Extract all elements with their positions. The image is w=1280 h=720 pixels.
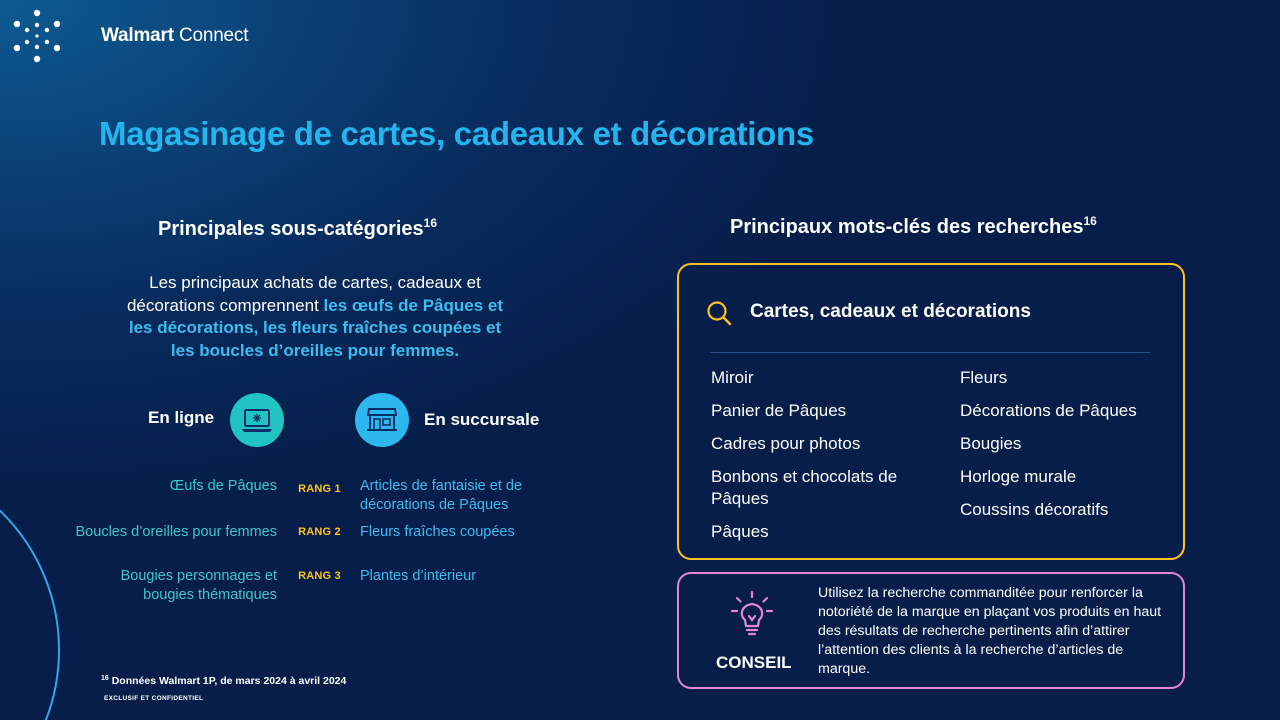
- tip-label: CONSEIL: [716, 653, 792, 672]
- brand-name: Walmart Connect: [101, 25, 249, 46]
- tip-text: Utilisez la recherche commanditée pour renforcer la notoriété de la marque en plaçant vos produits en haut des résultats de recherche pertinents afin d’attirer l’attention des clients à la recherche d’articles de marque.: [818, 585, 1162, 677]
- keywords-heading: Principaux mots-clés des recherches$^{16}$: [730, 214, 1097, 238]
- rank-store-item: Plantes d’intérieur: [360, 568, 477, 584]
- laptop-icon: [230, 393, 284, 447]
- rank-online-item: Bougies personnages et bougies thématiques: [120, 568, 277, 603]
- subcategories-heading: Principales sous-catégories$^{16}$: [158, 216, 438, 240]
- keyword-item: Pâques: [711, 522, 769, 541]
- keywords-left-list: [711, 367, 926, 554]
- keyword-item: Cadres pour photos: [711, 434, 861, 453]
- keywords-right-list: [960, 367, 1175, 532]
- storefront-icon: [355, 393, 409, 447]
- keyword-item: Horloge murale: [960, 467, 1077, 486]
- keyword-item: Bougies: [960, 434, 1022, 453]
- rank-online-item: Œufs de Pâques: [169, 478, 277, 494]
- keyword-item: Panier de Pâques: [711, 401, 847, 420]
- keyword-item: Coussins décoratifs: [960, 500, 1109, 519]
- confidential-notice: EXCLUSIF ET CONFIDENTIEL: [104, 695, 204, 702]
- online-channel-label: En ligne: [148, 408, 215, 427]
- keyword-item: Miroir: [711, 368, 754, 387]
- search-term: Cartes, cadeaux et décorations: [750, 301, 1031, 322]
- keyword-item: Bonbons et chocolats de Pâques: [711, 467, 898, 508]
- rank-store-item: Articles de fantaisie et de décorations de Pâques: [360, 478, 523, 513]
- search-icon: [706, 300, 732, 326]
- keyword-item: Fleurs: [960, 368, 1008, 387]
- spark-icon: [12, 9, 62, 63]
- store-channel-label: En succursale: [424, 410, 540, 429]
- lightbulb-icon: [730, 590, 774, 640]
- footnote: $^{16}$ Données Walmart 1P, de mars 2024 à avril 2024: [101, 675, 347, 687]
- rank-store-item: Fleurs fraîches coupées: [360, 524, 515, 540]
- rank-badge: RANG 3: [298, 570, 341, 582]
- rank-badge: RANG 1: [298, 483, 341, 495]
- divider: [710, 352, 1150, 353]
- subcategories-intro: Les principaux achats de cartes, cadeaux et décorations comprennent les œufs de Pâques et les décorations, les fleurs fraîches coupées et les boucles d’oreilles pour femmes.: [126, 273, 504, 360]
- keyword-item: Décorations de Pâques: [960, 401, 1137, 420]
- decorative-arc: [0, 455, 60, 720]
- rank-badge: RANG 2: [298, 526, 341, 538]
- page-title: Magasinage de cartes, cadeaux et décorations: [99, 115, 814, 152]
- rank-online-item: Boucles d’oreilles pour femmes: [75, 524, 277, 540]
